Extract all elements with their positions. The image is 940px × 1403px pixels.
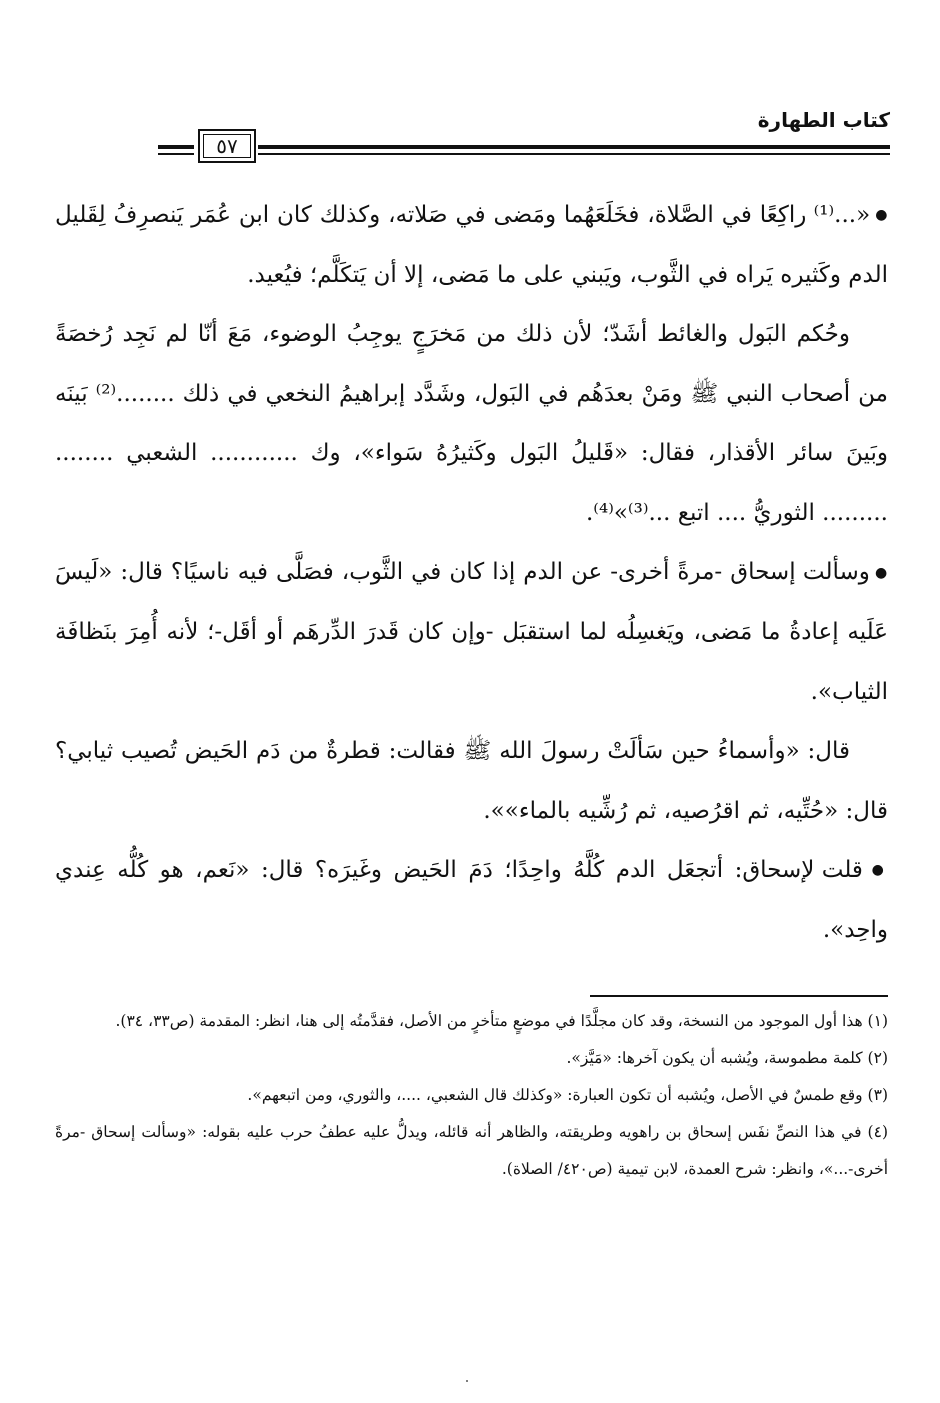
scan-speck — [466, 1380, 468, 1382]
page-number: ٥٧ — [216, 134, 238, 158]
running-header-title: كتاب الطهارة — [757, 108, 890, 132]
header-rule-thick — [258, 145, 890, 149]
paragraph-3: ● وسألت إسحاق -مرةً أخرى- عن الدم إذا كان في الثَّوب، فصَلَّى فيه ناسيًا؟ قال: «لَيسَ عَلَيه إعادةُ ما مَضى، ويَغسِلُه لما استقبَل -وإن كان قَدرَ الدِّرهَم أو أقَل-؛ لأنه أُمِرَ بنَظافَة الثياب». — [55, 543, 888, 722]
footnote-1: (١) هذا أول الموجود من النسخة، وقد كان مجلَّدًا في موضعٍ متأخرٍ من الأصل، فقدَّمتُه إلى هنا، انظر: المقدمة (ص٣٣، ٣٤). — [115, 1012, 888, 1030]
footnote-2: (٢) كلمة مطموسة، ويُشبه أن يكون آخرها: «مَيَّز». — [566, 1049, 888, 1067]
footnote-4: (٤) في هذا النصِّ نفَس إسحاق بن راهويه وطريقته، والظاهر أنه قائله، ويدلُّ عليه عطفُ حرب عليه بقوله: «وسألت إسحاق -مرةً أخرى-...»، وانظر: شرح العمدة، لابن تيمية (ص٤٢٠/ الصلاة). — [55, 1123, 888, 1178]
paragraph-1: ● «...⁽¹⁾ راكِعًا في الصَّلاة، فخَلَعَهُما ومَضى في صَلاته، وكذلك كان ابن عُمَر يَنصرِفُ لِقَليل الدم وكَثيره يَراه في الثَّوب، ويَبني على ما مَضى، إلا أن يَتكَلَّم؛ فيُعيد. — [55, 186, 888, 305]
paragraph-5: ● قلت لإسحاق: أتجعَل الدم كُلَّهُ واحِدًا؛ دَمَ الحَيض وغَيرَه؟ قال: «نَعم، هو كُلُّه عِندي واحِد». — [55, 841, 888, 960]
side-rule-thin — [158, 153, 194, 155]
footnote-separator — [590, 995, 888, 997]
side-rule-thick — [158, 145, 194, 149]
paragraph-2: وحُكم البَول والغائط أشَدّ؛ لأن ذلك من مَخرَجٍ يوجِبُ الوضوء، مَعَ أنّا لم نَجِد رُخصَةً من أصحاب النبي ﷺ ومَنْ بعدَهُم في البَول، وشَدَّد إبراهيمُ النخعي في ذلك ........⁽²⁾ بَينَه وبَينَ سائر الأقذار، فقال: «قَليلُ البَول وكَثيرُهُ سَواء»، وك ............ الشعبي ........ ......... الثوريُّ .... اتبع ...⁽³⁾»⁽⁴⁾. — [55, 321, 888, 526]
main-text — [55, 186, 888, 960]
footnote-3: (٣) وقع طمسٌ في الأصل، ويُشبه أن تكون العبارة: «وكذلك قال الشعبي، ....، والثوري، ومن اتبعهم». — [247, 1086, 888, 1104]
header-rule-thin — [258, 153, 890, 155]
page-number-box — [198, 129, 256, 163]
paragraph-4: قال: «وأسماءُ حين سَألَتْ رسولَ الله ﷺ فقالت: قطرةٌ من دَم الحَيض تُصيب ثيابي؟ قال: «حُتِّيه، ثم اقرُصيه، ثم رُشِّيه بالماء»». — [55, 738, 888, 824]
footnotes — [55, 1003, 888, 1188]
